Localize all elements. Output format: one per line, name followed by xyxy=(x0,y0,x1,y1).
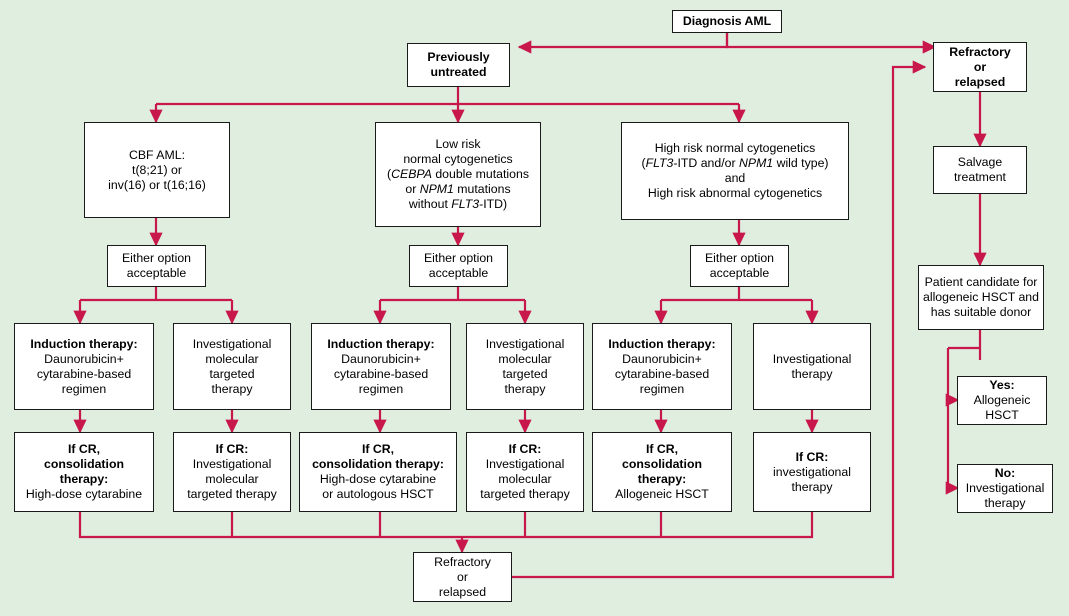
node-text: untreated xyxy=(430,65,487,79)
node-induction-therapy-3[interactable] xyxy=(592,323,732,410)
node-text: CBF AML: xyxy=(128,147,186,162)
node-text: targeted xyxy=(209,366,255,381)
node-text: inv(16) or t(16;16) xyxy=(108,177,206,192)
node-text: has suitable donor xyxy=(930,305,1032,319)
node-text: therapy xyxy=(791,479,833,494)
node-yes-allogeneic-hsct[interactable] xyxy=(957,376,1047,425)
node-text: acceptable xyxy=(126,266,187,280)
node-text: normal cytogenetics xyxy=(403,152,513,166)
node-text: therapy xyxy=(791,366,833,381)
node-text: If CR: xyxy=(215,442,249,456)
node-salvage-treatment[interactable] xyxy=(933,146,1027,194)
node-text: Induction therapy: xyxy=(327,336,435,351)
node-text: Investigational xyxy=(192,457,272,471)
node-text: If CR, xyxy=(645,442,679,456)
node-text: Daunorubicin+ xyxy=(341,351,421,366)
node-cr-consolidation-3[interactable] xyxy=(592,432,732,512)
node-text: consolidation therapy: xyxy=(312,457,444,471)
node-text: therapy: xyxy=(637,472,687,486)
node-either-option-2[interactable] xyxy=(409,245,508,287)
node-investigational-therapy-3[interactable] xyxy=(753,323,871,410)
node-text: Investigational xyxy=(965,481,1045,495)
node-text: Investigational xyxy=(485,336,565,351)
node-text: High risk normal cytogenetics xyxy=(654,141,816,155)
node-text: Salvage xyxy=(957,155,1003,169)
node-text: Allogeneic xyxy=(973,393,1031,407)
node-either-option-1[interactable] xyxy=(107,245,206,287)
node-text: and xyxy=(724,171,746,185)
node-text: Patient candidate for xyxy=(924,275,1038,289)
node-text: High risk abnormal cytogenetics xyxy=(647,186,823,200)
node-text: (CEBPA double mutations xyxy=(387,167,529,181)
node-text: targeted xyxy=(502,366,548,381)
node-text: or autologous HSCT xyxy=(322,487,434,501)
node-text: consolidation xyxy=(622,457,702,471)
node-induction-therapy-1[interactable] xyxy=(14,323,154,410)
node-text: Refractory xyxy=(949,44,1011,59)
node-text: Investigational xyxy=(772,351,852,366)
node-refractory-or-relapsed-top[interactable] xyxy=(933,42,1027,92)
node-text: Induction therapy: xyxy=(30,336,138,351)
node-text: t(8;21) or xyxy=(132,162,182,177)
node-text: therapy xyxy=(211,381,253,396)
node-text: treatment xyxy=(954,170,1006,184)
node-either-option-3[interactable] xyxy=(690,245,789,287)
node-text: Either option xyxy=(121,251,192,265)
node-text: No: xyxy=(994,466,1016,480)
node-text: without FLT3-ITD) xyxy=(408,197,508,211)
node-text: relapsed xyxy=(954,74,1006,89)
node-text: Yes: xyxy=(989,378,1015,392)
node-text: (FLT3-ITD and/or NPM1 wild type) xyxy=(641,156,829,170)
node-text: investigational xyxy=(773,464,851,479)
node-text: molecular xyxy=(205,351,259,366)
node-text: Diagnosis AML xyxy=(682,14,772,28)
node-text: allogeneic HSCT and xyxy=(923,290,1039,304)
node-text: If CR, xyxy=(361,442,395,456)
node-patient-candidate-hsct[interactable] xyxy=(918,265,1044,330)
node-text: Previously xyxy=(427,50,490,64)
node-text: Refractory xyxy=(434,554,491,569)
node-text: molecular xyxy=(498,351,552,366)
node-cr-consolidation-1[interactable] xyxy=(14,432,154,512)
node-text: targeted therapy xyxy=(187,487,277,501)
node-text: Either option xyxy=(704,251,775,265)
node-text: regimen xyxy=(358,381,404,396)
node-text: Induction therapy: xyxy=(608,336,716,351)
node-cbf-aml[interactable] xyxy=(84,122,230,218)
node-cr-consolidation-2[interactable] xyxy=(299,432,457,512)
node-text: consolidation xyxy=(44,457,124,471)
node-refractory-or-relapsed-bottom[interactable] xyxy=(413,552,512,602)
node-cr-investigational-3[interactable] xyxy=(753,432,871,512)
node-text: Daunorubicin+ xyxy=(44,351,124,366)
node-text: cytarabine-based xyxy=(36,366,132,381)
node-cr-investigational-2[interactable] xyxy=(466,432,584,512)
node-diagnosis-aml[interactable] xyxy=(672,10,782,33)
node-text: High-dose cytarabine xyxy=(25,487,143,501)
node-text: targeted therapy xyxy=(480,487,570,501)
node-text: or xyxy=(973,59,987,74)
node-previously-untreated[interactable] xyxy=(407,43,510,87)
node-text: therapy xyxy=(984,496,1026,510)
node-text: cytarabine-based xyxy=(333,366,429,381)
node-text: acceptable xyxy=(428,266,489,280)
node-high-risk-cytogenetics[interactable] xyxy=(621,122,849,220)
node-low-risk-normal-cytogenetics[interactable] xyxy=(375,122,541,227)
node-no-investigational-therapy[interactable] xyxy=(957,464,1053,513)
node-text: If CR, xyxy=(67,442,101,456)
node-text: Either option xyxy=(423,251,494,265)
node-text: or NPM1 mutations xyxy=(405,182,511,196)
node-text: Investigational xyxy=(485,457,565,471)
node-text: regimen xyxy=(61,381,107,396)
node-text: molecular xyxy=(205,472,259,486)
node-text: If CR: xyxy=(508,442,542,456)
node-text: therapy xyxy=(504,381,546,396)
node-text: Low risk xyxy=(435,137,481,151)
node-text: High-dose cytarabine xyxy=(319,472,437,486)
node-text: therapy: xyxy=(59,472,109,486)
node-text: regimen xyxy=(639,381,685,396)
node-investigational-therapy-1[interactable] xyxy=(173,323,291,410)
node-text: molecular xyxy=(498,472,552,486)
node-text: cytarabine-based xyxy=(614,366,710,381)
node-text: or xyxy=(457,569,468,584)
node-text: acceptable xyxy=(709,266,770,280)
node-cr-investigational-1[interactable] xyxy=(173,432,291,512)
node-text: If CR: xyxy=(795,449,829,464)
node-text: Daunorubicin+ xyxy=(622,351,702,366)
node-text: HSCT xyxy=(985,408,1019,422)
node-text: relapsed xyxy=(438,584,487,599)
node-investigational-therapy-2[interactable] xyxy=(466,323,584,410)
node-induction-therapy-2[interactable] xyxy=(311,323,451,410)
node-text: Allogeneic HSCT xyxy=(615,487,709,501)
node-text: Investigational xyxy=(192,336,272,351)
